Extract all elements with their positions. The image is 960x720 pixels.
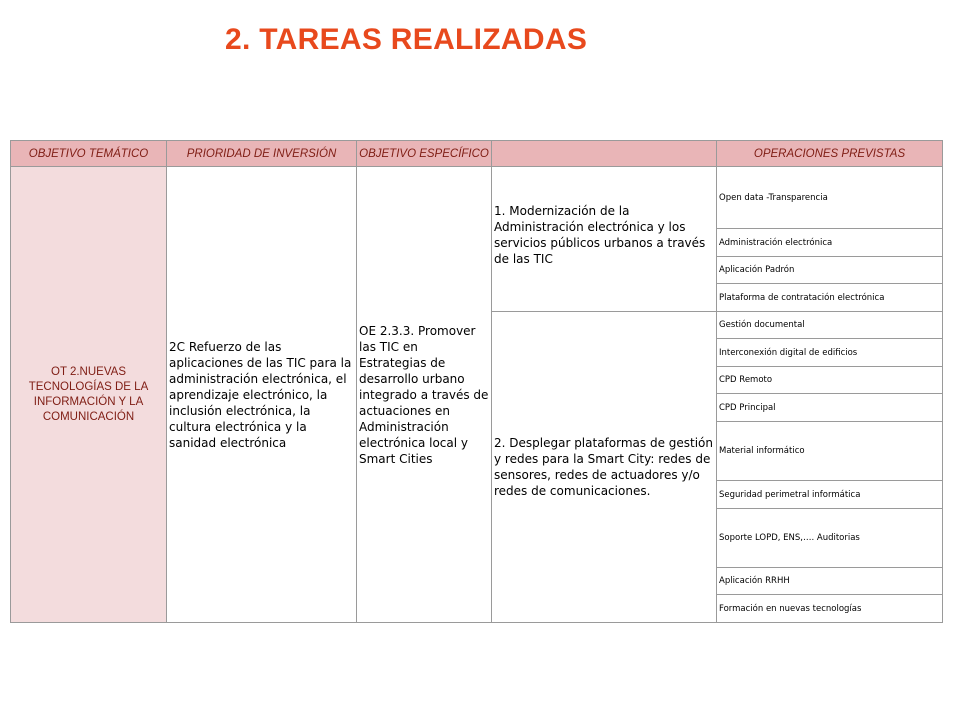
- operation-item: Open data -Transparencia: [717, 167, 943, 229]
- operation-item: Aplicación Padrón: [717, 257, 943, 284]
- header-prioridad: PRIORIDAD DE INVERSIÓN: [167, 141, 357, 167]
- operation-item: CPD Principal: [717, 394, 943, 422]
- tasks-table: [10, 140, 943, 623]
- operation-item: Gestión documental: [717, 312, 943, 339]
- operation-item: CPD Remoto: [717, 367, 943, 394]
- operation-item: Soporte LOPD, ENS,…. Auditorias: [717, 509, 943, 568]
- goal-1-cell: 1. Modernización de la Administración electrónica y los servicios públicos urbanos a través de las TIC: [492, 167, 717, 312]
- header-objetivo-tematico: OBJETIVO TEMÁTICO: [11, 141, 167, 167]
- header-objetivo-especifico: OBJETIVO ESPECÍFICO: [357, 141, 492, 167]
- header-operaciones: OPERACIONES PREVISTAS: [717, 141, 943, 167]
- objetivo-especifico-cell: OE 2.3.3. Promover las TIC en Estrategias de desarrollo urbano integrado a través de actuaciones en Administración electrónica local y Smart Cities: [357, 167, 492, 623]
- table-row: [11, 167, 943, 229]
- operation-item: Formación en nuevas tecnologías: [717, 595, 943, 623]
- objetivo-tematico-cell: OT 2.NUEVAS TECNOLOGÍAS DE LA INFORMACIÓN Y LA COMUNICACIÓN: [11, 167, 167, 623]
- operation-item: Material informático: [717, 422, 943, 481]
- operation-item: Aplicación RRHH: [717, 568, 943, 595]
- operation-item: Seguridad perimetral informática: [717, 481, 943, 509]
- page-title: 2. TAREAS REALIZADAS: [225, 23, 588, 56]
- goal-2-cell: 2. Desplegar plataformas de gestión y redes para la Smart City: redes de sensores, redes de actuadores y/o redes de comunicaciones.: [492, 312, 717, 623]
- operation-item: Plataforma de contratación electrónica: [717, 284, 943, 312]
- prioridad-cell: 2C Refuerzo de las aplicaciones de las TIC para la administración electrónica, el aprendizaje electrónico, la inclusión electrónica, la cultura electrónica y la sanidad electrónica: [167, 167, 357, 623]
- operation-item: Administración electrónica: [717, 229, 943, 257]
- header-empty: [492, 141, 717, 167]
- header-row: [11, 141, 943, 167]
- operation-item: Interconexión digital de edificios: [717, 339, 943, 367]
